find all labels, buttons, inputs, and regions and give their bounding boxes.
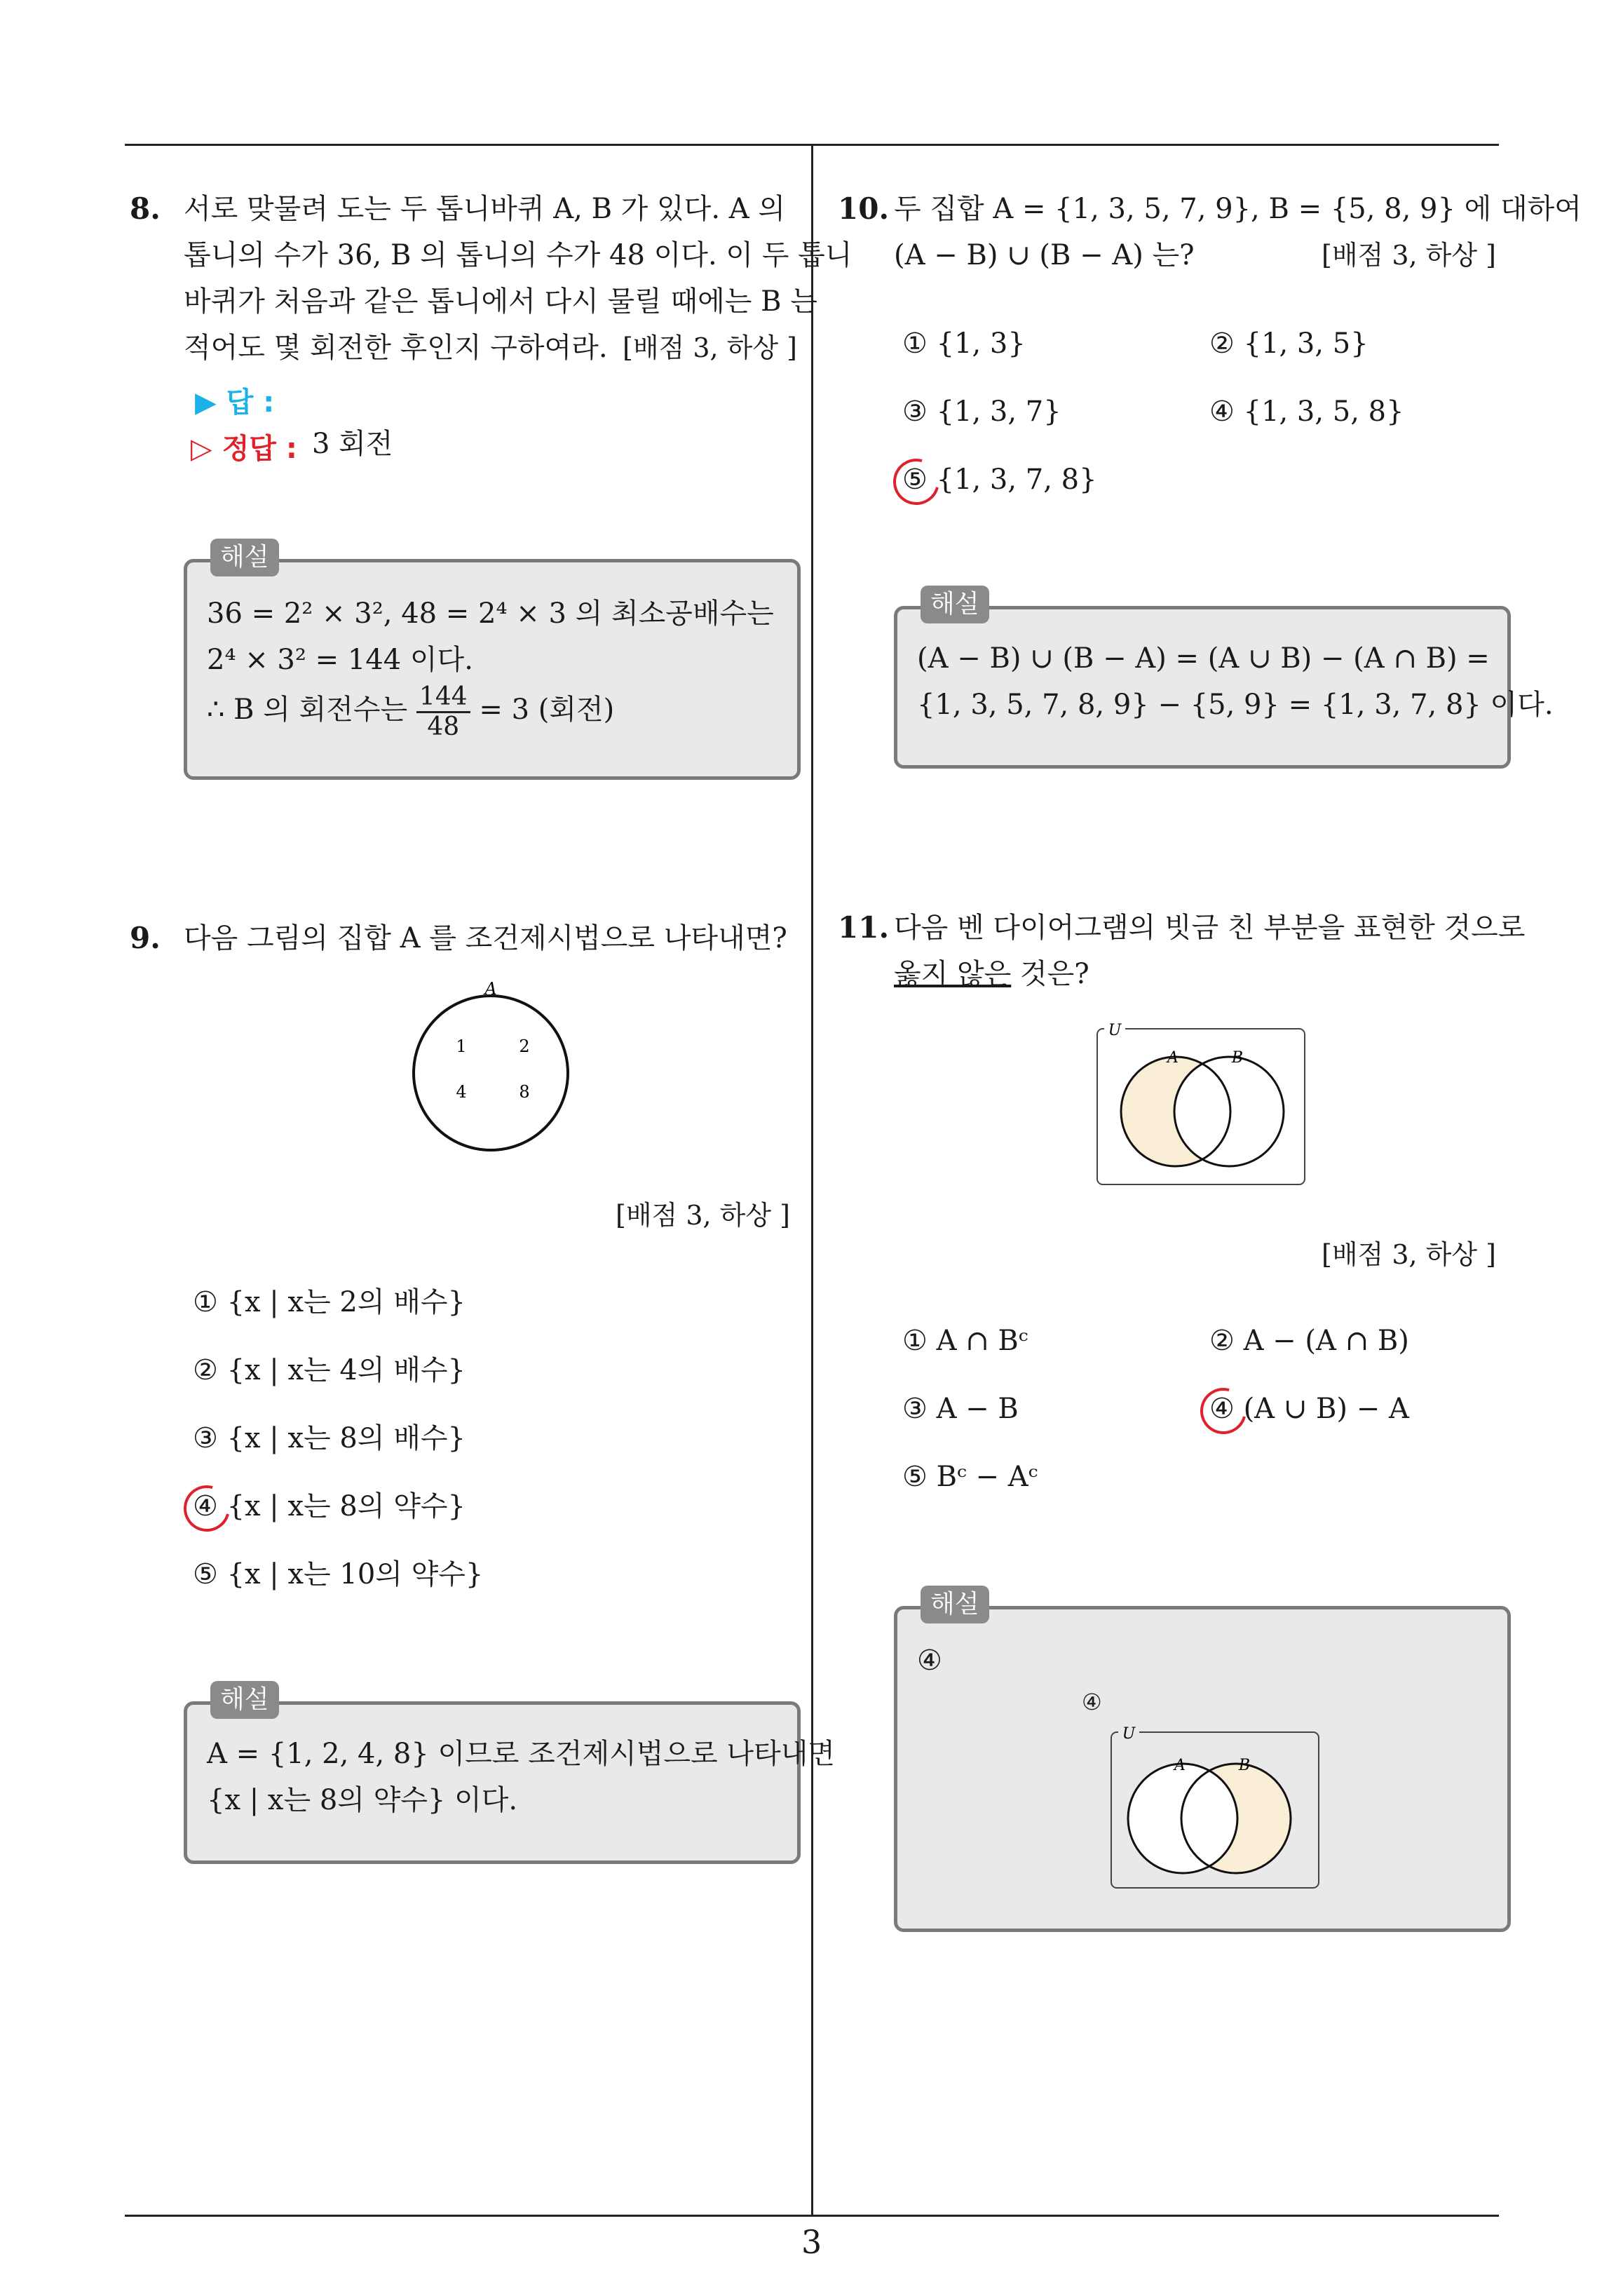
q10-explain-line-1: (A − B) ∪ (B − A) = (A ∪ B) − (A ∩ B) =: [917, 642, 1490, 675]
q8-explanation-tag: 해설: [210, 539, 279, 576]
q10-explain-line-2: {1, 3, 5, 7, 8, 9} − {5, 9} = {1, 3, 7, 8} 이다.: [917, 689, 1554, 721]
q8-score: [배점 3, 하상 ]: [623, 332, 797, 363]
q8-line-3: 바퀴가 처음과 같은 톱니에서 다시 물릴 때에는 B 는: [184, 285, 817, 318]
q8-line-4: 적어도 몇 회전한 후인지 구하여라.: [184, 332, 608, 364]
q9-score: [배점 3, 하상 ]: [616, 1200, 790, 1231]
q11-number: 11.: [838, 910, 890, 945]
q9-element-8: 8: [519, 1082, 530, 1102]
q9-explain-line-1: A = {1, 2, 4, 8} 이므로 조건제시법으로 나타내면: [207, 1738, 835, 1770]
q10-choice-1[interactable]: ① {1, 3}: [902, 327, 1026, 360]
q10-explanation-tag: 해설: [921, 586, 989, 623]
q8-answer-label: ▶ 답 :: [195, 386, 275, 419]
q11-explain-venn-a-label: A: [1174, 1757, 1186, 1774]
q9-set-circle: [414, 996, 568, 1150]
q10-choice-3[interactable]: ③ {1, 3, 7}: [902, 396, 1061, 428]
q10-choice-4[interactable]: ④ {1, 3, 5, 8}: [1209, 396, 1404, 428]
q10-line-2: (A − B) ∪ (B − A) 는?: [894, 239, 1195, 271]
q8-fraction-den: 48: [427, 712, 460, 741]
q11-choice-1[interactable]: ① A ∩ Bᶜ: [902, 1325, 1028, 1357]
q9-choice-1[interactable]: ① {x | x는 2의 배수}: [193, 1286, 466, 1318]
q11-choice-2[interactable]: ② A − (A ∩ B): [1209, 1325, 1409, 1357]
q11-explain-venn: [1104, 1717, 1322, 1892]
q9-element-1: 1: [456, 1036, 467, 1056]
q11-line-1: 다음 벤 다이어그램의 빗금 친 부분을 표현한 것으로: [894, 912, 1526, 944]
q9-choice-3[interactable]: ③ {x | x는 8의 배수}: [193, 1422, 466, 1454]
q11-venn-u-label: U: [1108, 1022, 1122, 1039]
q11-venn-b-label: B: [1231, 1049, 1244, 1067]
q8-explain-line-3: [207, 675, 614, 745]
q8-number: 8.: [130, 191, 161, 226]
q9-set-label: A: [484, 979, 497, 999]
column-divider: [811, 144, 813, 2216]
q8-line-1: 서로 맞물려 도는 두 톱니바퀴 A, B 가 있다. A 의: [184, 193, 785, 225]
q11-line-2: [894, 951, 1089, 997]
q11-choice-4[interactable]: ④ (A ∪ B) − A: [1209, 1393, 1409, 1425]
q10-score: [배점 3, 하상 ]: [1322, 240, 1496, 271]
q10-choice-5[interactable]: ⑤ {1, 3, 7, 8}: [902, 464, 1097, 496]
q11-explain-fig-label: ④: [1082, 1689, 1102, 1715]
q9-set-diagram: [407, 975, 575, 1164]
q11-explanation-tag: 해설: [921, 1586, 989, 1623]
q9-question: 다음 그림의 집합 A 를 조건제시법으로 나타내면?: [184, 922, 787, 954]
q8-explain-line-3-post: = 3 (회전): [479, 694, 615, 726]
q10-choice-2[interactable]: ② {1, 3, 5}: [1209, 327, 1369, 360]
q9-explain-line-2: {x | x는 8의 약수} 이다.: [207, 1784, 518, 1816]
q9-choice-2[interactable]: ② {x | x는 4의 배수}: [193, 1354, 466, 1386]
q8-explain-line-1: 36 = 2² × 3², 48 = 2⁴ × 3 의 최소공배수는: [207, 597, 774, 630]
q11-choice-5[interactable]: ⑤ Bᶜ − Aᶜ: [902, 1461, 1038, 1493]
q9-choice-5[interactable]: ⑤ {x | x는 10의 약수}: [193, 1558, 484, 1591]
q11-line-2-underlined: 옳지 않은: [894, 958, 1012, 990]
q9-explanation-tag: 해설: [210, 1681, 279, 1719]
q8-explain-line-2: 2⁴ × 3² = 144 이다.: [207, 644, 473, 676]
q10-number: 10.: [838, 191, 890, 226]
q8-correct-value: 3 회전: [312, 428, 393, 460]
q11-explain-venn-u-label: U: [1122, 1725, 1136, 1743]
q8-fraction-num: 144: [416, 683, 470, 713]
q8-line-2: 톱니의 수가 36, B 의 톱니의 수가 48 이다. 이 두 톱니: [184, 239, 853, 271]
q9-element-4: 4: [456, 1082, 467, 1102]
q11-venn-diagram: [1090, 1013, 1308, 1189]
q9-number: 9.: [130, 921, 161, 955]
q9-element-2: 2: [519, 1036, 530, 1056]
page-number: 3: [801, 2223, 822, 2261]
q8-fraction: [416, 683, 470, 741]
q11-explain-venn-b-label: B: [1238, 1757, 1251, 1774]
q11-choice-3[interactable]: ③ A − B: [902, 1393, 1019, 1425]
q11-explain-line-1: ④: [917, 1645, 942, 1677]
q11-venn-a-label: A: [1167, 1049, 1179, 1067]
q11-score: [배점 3, 하상 ]: [1322, 1239, 1496, 1270]
q9-choice-4[interactable]: ④ {x | x는 8의 약수}: [193, 1490, 466, 1522]
bottom-rule: [125, 2215, 1499, 2217]
q8-correct-label: ▷ 정답 :: [191, 433, 297, 465]
q10-line-1: 두 집합 A = {1, 3, 5, 7, 9}, B = {5, 8, 9} 에 대하여: [894, 193, 1582, 225]
q8-explain-line-3-pre: ∴ B 의 회전수는: [207, 694, 408, 726]
q11-line-2-rest: 것은?: [1011, 958, 1089, 990]
